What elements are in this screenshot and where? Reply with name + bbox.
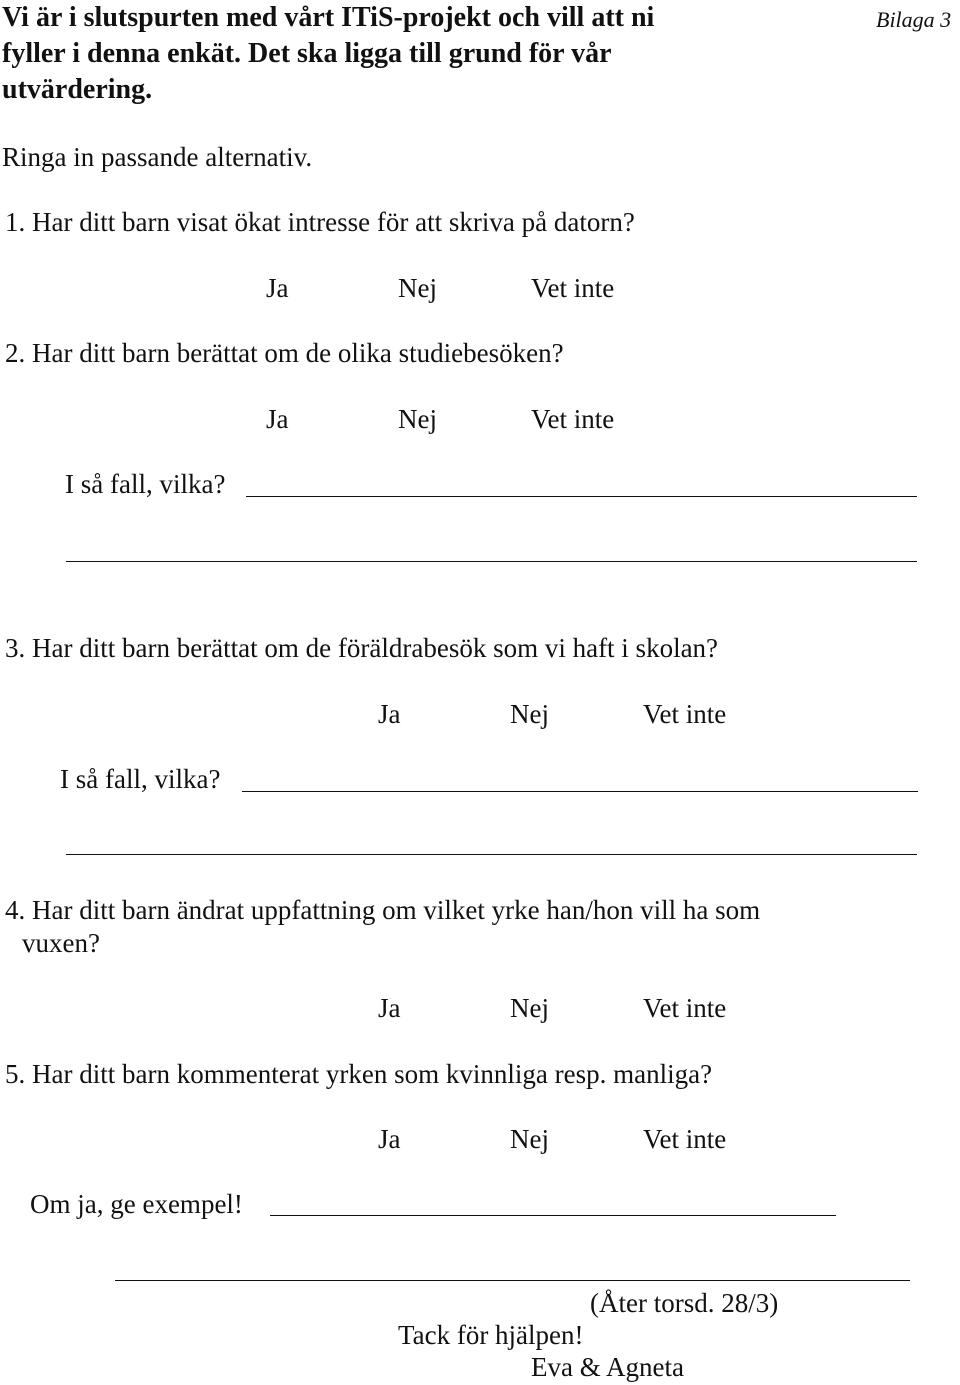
q2-option-ja[interactable]: Ja xyxy=(266,404,289,434)
q5-answer-line-2[interactable] xyxy=(115,1280,910,1281)
q5-followup-label: Om ja, ge exempel! xyxy=(30,1189,243,1219)
q5-option-nej[interactable]: Nej xyxy=(510,1124,549,1154)
q1-option-vet-inte[interactable]: Vet inte xyxy=(531,273,615,303)
q5-answer-line-1[interactable] xyxy=(270,1215,836,1216)
q3-option-vet-inte[interactable]: Vet inte xyxy=(643,699,727,729)
q5-option-ja[interactable]: Ja xyxy=(378,1124,401,1154)
question-4-line-2: vuxen? xyxy=(22,928,100,958)
q4-option-nej[interactable]: Nej xyxy=(510,993,549,1023)
thanks-text: Tack för hjälpen! xyxy=(398,1320,584,1350)
question-2: 2. Har ditt barn berättat om de olika studiebesöken? xyxy=(5,338,564,368)
q1-option-ja[interactable]: Ja xyxy=(266,273,289,303)
q3-answer-line-1[interactable] xyxy=(242,791,918,792)
intro-line-2: fyller i denna enkät. Det ska ligga till grund för vår xyxy=(2,38,612,69)
instruction-text: Ringa in passande alternativ. xyxy=(2,142,313,172)
q4-option-ja[interactable]: Ja xyxy=(378,993,401,1023)
q3-option-nej[interactable]: Nej xyxy=(510,699,549,729)
question-4-line-1: 4. Har ditt barn ändrat uppfattning om vilket yrke han/hon vill ha som xyxy=(5,895,761,925)
intro-line-3: utvärdering. xyxy=(2,74,153,105)
q2-option-vet-inte[interactable]: Vet inte xyxy=(531,404,615,434)
q2-answer-line-2[interactable] xyxy=(66,561,917,562)
signature: Eva & Agneta xyxy=(531,1352,684,1382)
q2-option-nej[interactable]: Nej xyxy=(398,404,437,434)
q3-answer-line-2[interactable] xyxy=(66,854,917,855)
question-1: 1. Har ditt barn visat ökat intresse för att skriva på datorn? xyxy=(5,207,635,237)
return-note: (Åter torsd. 28/3) xyxy=(590,1288,779,1318)
q2-answer-line-1[interactable] xyxy=(246,496,917,497)
question-3: 3. Har ditt barn berättat om de föräldrabesök som vi haft i skolan? xyxy=(5,633,719,663)
q5-option-vet-inte[interactable]: Vet inte xyxy=(643,1124,727,1154)
q3-option-ja[interactable]: Ja xyxy=(378,699,401,729)
intro-line-1: Vi är i slutspurten med vårt ITiS-projekt och vill att ni xyxy=(2,2,655,33)
q4-option-vet-inte[interactable]: Vet inte xyxy=(643,993,727,1023)
q1-option-nej[interactable]: Nej xyxy=(398,273,437,303)
question-5: 5. Har ditt barn kommenterat yrken som kvinnliga resp. manliga? xyxy=(5,1059,713,1089)
q2-followup-label: I så fall, vilka? xyxy=(65,469,226,499)
q3-followup-label: I så fall, vilka? xyxy=(60,764,221,794)
appendix-label: Bilaga 3 xyxy=(876,7,952,32)
